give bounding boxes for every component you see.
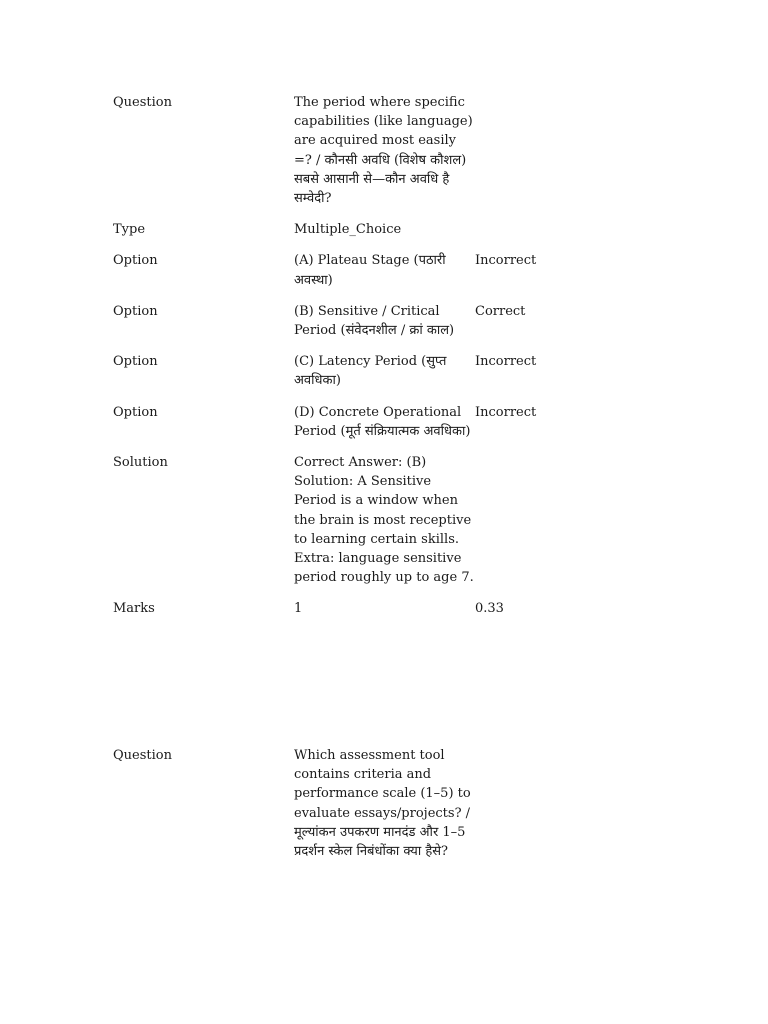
option-status: Correct [475,303,526,319]
question-row [113,93,595,208]
option-row [113,251,595,289]
option-text: (A) Plateau Stage (पठारी अवस्था) [294,253,446,288]
option-text: (B) Sensitive / Critical Period (संवेदनशील / क्रां काल) [294,303,455,339]
type-row [113,220,595,239]
option-label: Option [113,354,158,370]
marks-row [113,599,595,618]
option-status: Incorrect [475,253,537,269]
type-value: Multiple_Choice [294,222,402,238]
option-status: Incorrect [475,354,537,370]
question-text: The period where specific capabilities (like language) are acquired most easily =? / कौनसी अवधि (विशेष कौशल) सबसे आसानी से—कौन अवधि है सम्वेदी? [294,95,473,207]
type-label: Type [113,222,146,238]
option-status: Incorrect [475,404,537,420]
option-text: (C) Latency Period (सुप्त अवधिका) [294,354,447,389]
negative-marks-value: 0.33 [475,601,504,617]
option-text: (D) Concrete Operational Period (मूर्त संक्रियात्मक अवधिका) [294,404,471,439]
solution-text: Correct Answer: (B) Solution: A Sensitive Period is a window when the brain is most receptive to learning certain skills. Extra: language sensitive period roughly up to age 7. [294,455,474,586]
question-row [113,746,595,861]
question-label: Question [113,95,172,110]
question-table-2 [113,746,595,861]
question-label: Question [113,748,172,763]
question-text: Which assessment tool contains criteria and performance scale (1–5) to evaluate essays/projects? / मूल्यांकन उपकरण मानदंड और 1–5 प्रदर्शन स्केल निबंधोंका क्या हैसे? [294,748,471,860]
solution-label: Solution [113,455,168,471]
option-label: Option [113,404,158,420]
marks-label: Marks [113,601,155,617]
marks-value: 1 [294,601,303,617]
question-table-1 [113,93,595,619]
option-row [113,352,595,390]
solution-row [113,453,595,587]
option-label: Option [113,303,158,319]
option-label: Option [113,253,158,269]
option-row [113,403,595,441]
option-row [113,302,595,340]
